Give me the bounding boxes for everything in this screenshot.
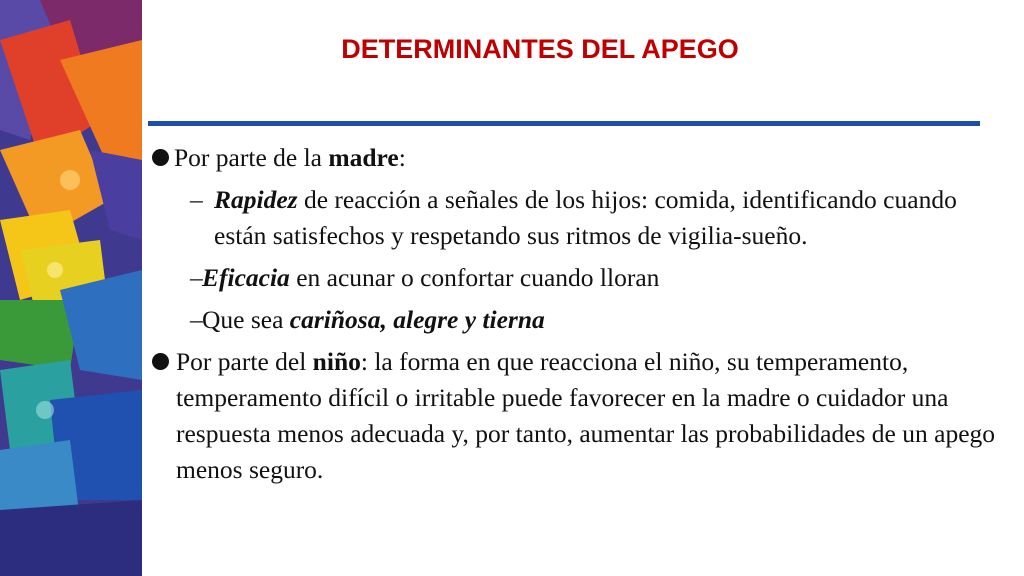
dash-marker: – xyxy=(190,185,203,214)
dash-marker: – xyxy=(190,305,203,334)
bullet-nino-text: : la forma en que reacciona el niño, su temperamento, temperamento difícil o irritable puede favorecer en la madre o cuidador una respuesta menos adecuada y, por tanto, aumentar las probabilidades de un apego menos seguro. xyxy=(176,347,996,484)
title-divider xyxy=(148,121,980,126)
bullet-madre-suffix: : xyxy=(398,143,406,172)
sub-item-eficacia xyxy=(152,260,1007,296)
decorative-side-art xyxy=(0,0,142,576)
bullet-madre-prefix: Por parte de la xyxy=(174,143,329,172)
sub-item-eficacia-em: Eficacia xyxy=(202,263,290,292)
sub-item-rapidez-em: Rapidez xyxy=(214,185,298,214)
sub-item-rapidez xyxy=(152,182,1007,254)
sub-item-eficacia-text: en acunar o confortar cuando lloran xyxy=(289,263,660,292)
bullet-nino-prefix: Por parte del xyxy=(176,347,313,376)
bullet-madre xyxy=(152,140,1007,176)
sub-item-rapidez-text: de reacción a señales de los hijos: comida, identificando cuando están satisfechos y respetando sus ritmos de vigilia-sueño. xyxy=(214,185,957,250)
sub-item-carinosa-prefix: Que sea xyxy=(202,305,290,334)
slide-body xyxy=(152,140,1007,488)
sub-item-carinosa xyxy=(152,302,1007,338)
bullet-nino xyxy=(152,344,1007,488)
bullet-madre-bold: madre xyxy=(328,143,399,172)
bullet-dot-icon xyxy=(152,353,169,370)
slide-title: DETERMINANTES DEL APEGO xyxy=(341,34,739,64)
bullet-dot-icon xyxy=(152,149,169,166)
dash-marker: – xyxy=(190,263,203,292)
sub-item-carinosa-em: cariñosa, alegre y tierna xyxy=(289,305,545,334)
bullet-nino-bold: niño xyxy=(312,347,361,376)
